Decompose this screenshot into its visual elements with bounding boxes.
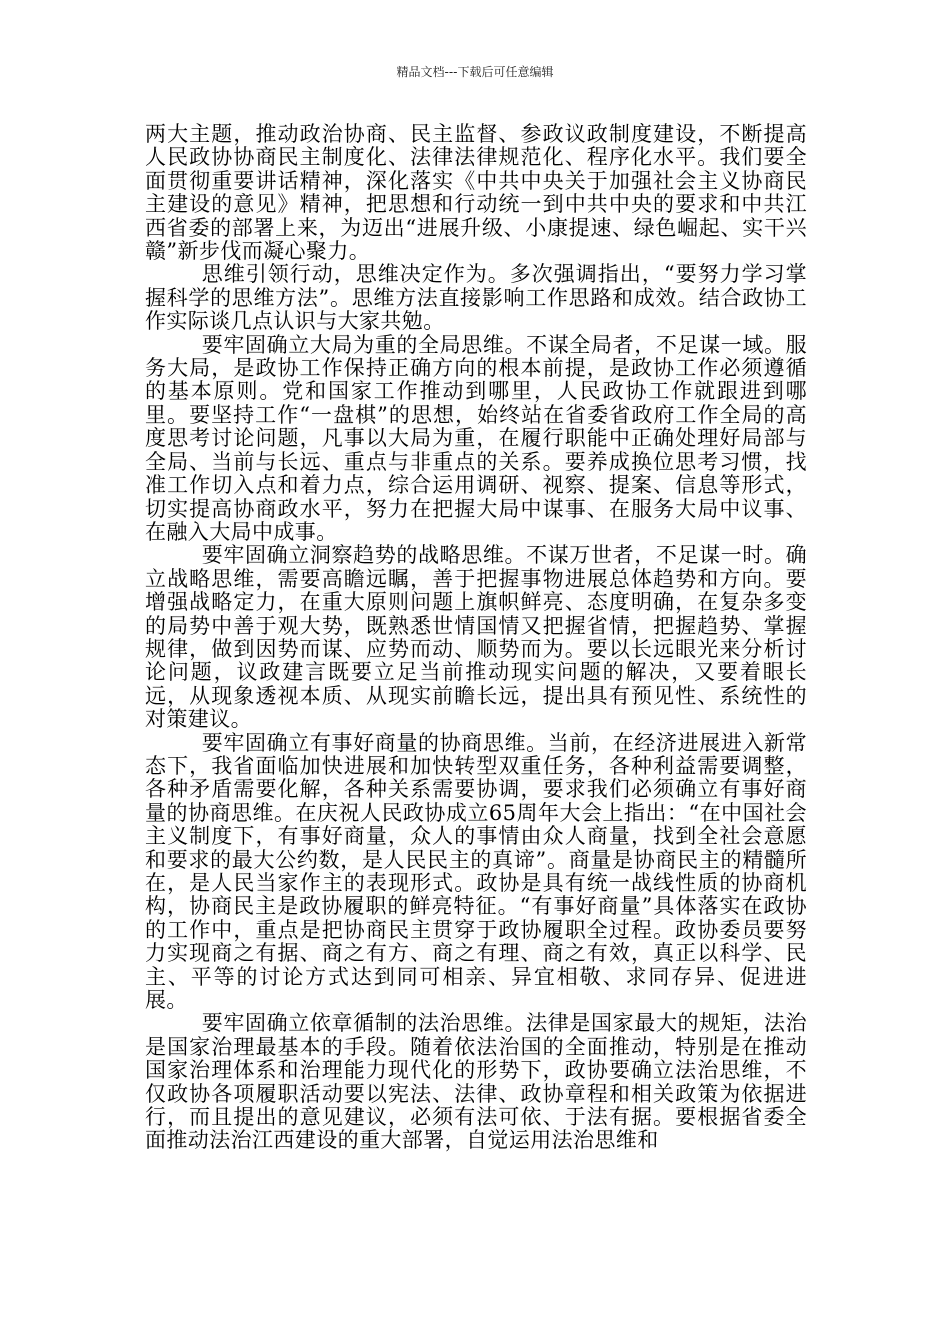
paragraph-3: 要牢固确立大局为重的全局思维。不谋全局者，不足谋一域。服务大局，是政协工作保持正确方向的根本前提，是政协工作必须遵循的基本原则。党和国家工作推动到哪里，人民政协工作就跟进到哪里。要坚持工作“一盘棋”的思想，始终站在省委省政府工作全局的高度思考讨论问题，凡事以大局为重，在履行职能中正确处理好局部与全局、当前与长远、重点与非重点的关系。要养成换位思考习惯，找准工作切入点和着力点，综合运用调研、视察、提案、信息等形式，切实提高协商政水平，努力在把握大局中谋事、在服务大局中议事、在融入大局中成事。 [145, 332, 807, 544]
paragraph-2: 思维引领行动，思维决定作为。多次强调指出，“要努力学习掌握科学的思维方法”。思维方法直接影响工作思路和成效。结合政协工作实际谈几点认识与大家共勉。 [145, 262, 807, 334]
page-header: 精品文档---下载后可任意编辑 [396, 65, 554, 79]
paragraph-1: 两大主题，推动政治协商、民主监督、参政议政制度建设，不断提高人民政协协商民主制度化、法律法律规范化、程序化水平。我们要全面贯彻重要讲话精神，深化落实《中共中央关于加强社会主义协商民主建设的意见》精神，把思想和行动统一到中共中央的要求和中共江西省委的部署上来，为迈出“进展升级、小康提速、绿色崛起、实干兴赣”新步伐而凝心聚力。 [145, 122, 807, 264]
paragraph-6: 要牢固确立依章循制的法治思维。法律是国家最大的规矩，法治是国家治理最基本的手段。随着依法治国的全面推动，特别是在推动国家治理体系和治理能力现代化的形势下，政协要确立法治思维，不仅政协各项履职活动要以宪法、法律、政协章程和相关政策为依据进行，而且提出的意见建议，必须有法可依、于法有据。要根据省委全面推动法治江西建设的重大部署，自觉运用法治思维和 [145, 1011, 807, 1153]
paragraph-4: 要牢固确立洞察趋势的战略思维。不谋万世者，不足谋一时。确立战略思维，需要高瞻远瞩，善于把握事物进展总体趋势和方向。要增强战略定力，在重大原则问题上旗帜鲜亮、态度明确，在复杂多变的局势中善于观大势，既熟悉世情国情又把握省情，把握趋势、掌握规律，做到因势而谋、应势而动、顺势而为。要以长远眼光来分析讨论问题，议政建言既要立足当前推动现实问题的解决，又要着眼长远，从现象透视本质、从现实前瞻长远，提出具有预见性、系统性的对策建议。 [145, 543, 807, 732]
document-body [145, 123, 807, 1153]
paragraph-5: 要牢固确立有事好商量的协商思维。当前，在经济进展进入新常态下，我省面临加快进展和加快转型双重任务，各种利益需要调整，各种矛盾需要化解，各种关系需要协调，要求我们必须确立有事好商量的协商思维。在庆祝人民政协成立65周年大会上指出：“在中国社会主义制度下，有事好商量，众人的事情由众人商量，找到全社会意愿和要求的最大公约数，是人民民主的真谛”。商量是协商民主的精髓所在，是人民当家作主的表现形式。政协是具有统一战线性质的协商机构，协商民主是政协履职的鲜亮特征。“有事好商量”具体落实在政协的工作中，重点是把协商民主贯穿于政协履职全过程。政协委员要努力实现商之有据、商之有方、商之有理、商之有效，真正以科学、民主、平等的讨论方式达到同可相亲、异宜相敬、求同存异、促进进展。 [145, 730, 807, 1013]
